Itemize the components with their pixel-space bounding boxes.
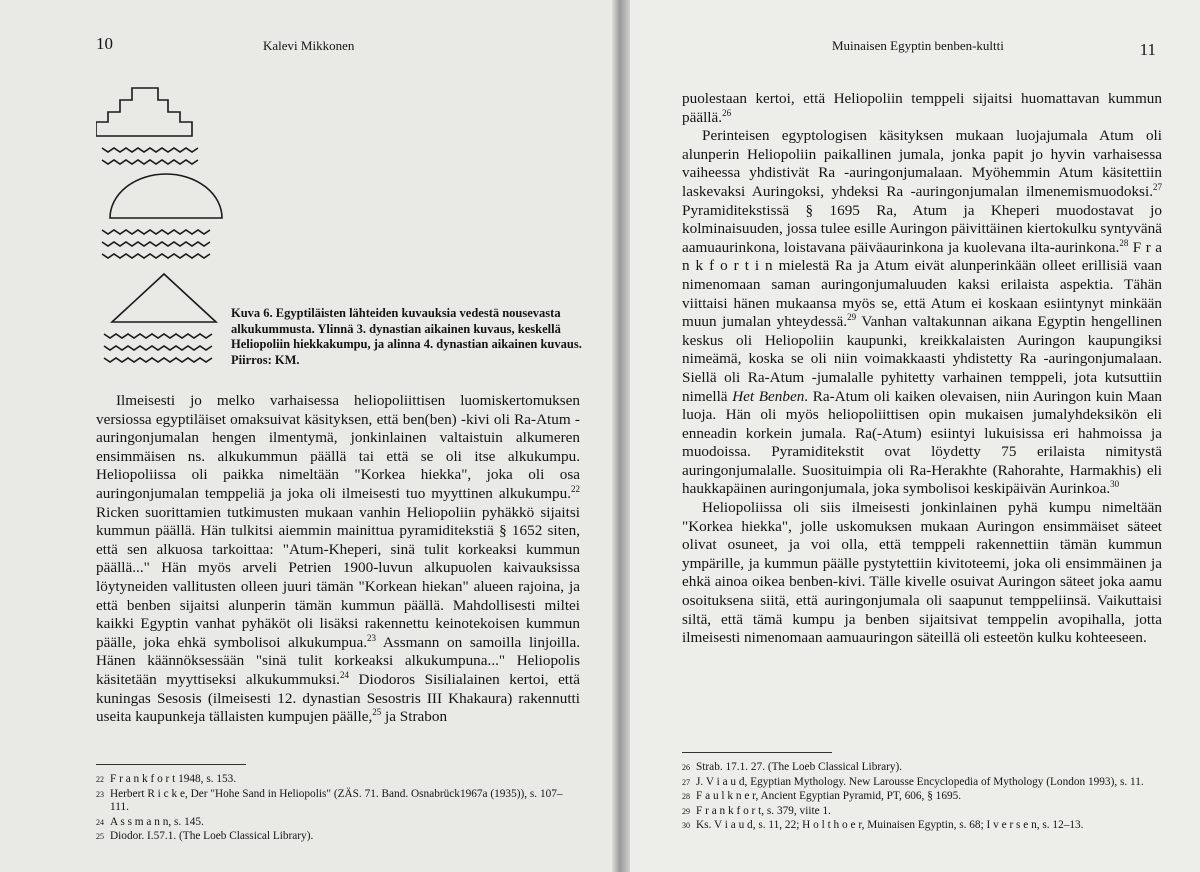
text-run: Vanhan valtakunnan aikana Egyptin hengellinen keskus oli Heliopoliin kaupunki, kreikkalaisten Auringon kaupungiksi nimeämä, koska se oli niin voimakkaasti yhdistetty Ra -auringonjumalaan. Siellä oli Ra-Atum -jumalalle pyhitetty varhainen temppeli, jota kutsuttiin nimellä <box>682 313 1162 405</box>
right-body-text <box>682 90 1162 648</box>
water-wave-icon <box>102 242 210 246</box>
footnote: 27 J. V i a u d, Egyptian Mythology. New Larousse Encyclopedia of Mythology (London 1993), s. 11. <box>682 775 1144 788</box>
running-title: Kalevi Mikkonen <box>263 38 355 53</box>
text-run: . Ra-Atum oli kaiken olevaisen, niin Auringon kuin Maan luoja. Hän oli myös heliopoliittisen opin mukaisen jumalyhdeksikön eli enneadin korkein jumala. Ra(-Atum) esiintyi lukuisissa eri hahmoissa ja muodoissa. Pyramiditekstit ovat löydetty 75 erilaista nimitystä auringonjumalalle. Suosituimpia oli Ra-Herakhte (Rahorahte, Harmakhis) eli haukkapäinen auringonjumala, joka symbolisoi keskipäivän Aurinkoa. <box>682 387 1162 498</box>
right-page <box>620 0 1200 872</box>
right-page-header <box>682 28 1156 78</box>
text-run: Ilmeisesti jo melko varhaisessa heliopoliittisen luomiskertomuksen versiossa egyptiläiset omaksuivat käsityksen, että ben(ben) -kivi oli Ra-Atum -auringonjumalan hengen ilmentymä, jonkinlainen valtaistuin alkumeren ensimmäisen ns. alkukummun päällä tai että se oli itse alkukumpu. Heliopoliissa oli paikka nimeltään "Korkea hiekka", joka oli osa auringonjumalan temppeliä ja joka oli ilmeisesti tuo myyttinen alkukumpu. <box>96 392 580 502</box>
text-run: Assmann on samoilla linjoilla. Hänen käännöksessään "sinä tulit korkeaksi alkukumpuna..." Heliopolis käsitetään myyttiseksi alkukummuksi. <box>96 633 580 688</box>
footnote: 28 F a u l k n e r, Ancient Egyptian Pyramid, PT, 606, § 1695. <box>682 790 962 802</box>
text-run: Pyramiditekstissä § 1695 Ra, Atum ja Kheperi muodostavat jo kolminaisuuden, jossa tulee esille Auringon päivittäinen kiertokulku syntyvänä aamuaurinkona, loistavana päiväaurinkona ja kuolevana ilta-aurinkona. <box>682 201 1163 256</box>
footnote: 25 Diodor. I.57.1. (The Loeb Classical Library). <box>96 830 314 842</box>
text-run: puolestaan kertoi, että Heliopoliin temppeli sijaitsi huomattavan kummun päällä. <box>682 90 1162 126</box>
footnote-divider <box>96 764 246 765</box>
footnote-ref: 22 <box>571 483 580 494</box>
text-run: Diodoros Sisilialainen kertoi, että kuningas Sesosis (ilmeisesti 12. dynastian Sesostris III Khakaura) rakennutti useita kaupunkeja tällaisten kumpujen päälle, <box>96 670 580 726</box>
footnote: 24 A s s m a n n, s. 145. <box>96 815 204 828</box>
page-number: 10 <box>96 34 113 53</box>
triangle-mound-icon <box>112 274 216 322</box>
water-wave-icon <box>102 160 198 164</box>
water-wave-icon <box>104 346 212 350</box>
footnote-divider <box>682 752 832 753</box>
left-page-header <box>96 28 580 78</box>
water-wave-icon <box>104 334 212 338</box>
left-footnotes <box>96 764 581 845</box>
footnote-ref: 23 <box>367 632 377 643</box>
text-run: Ricken suorittamien tutkimusten mukaan vanhin Heliopoliin pyhäkkö sijaitsi kummun päällä. Hän tulkitsi aiemmin mainittua pyramiditekstiä § 1652 siten, että sen alkuosa tarkoittaa: "Atum-Kheperi, sinä tulit korkeaksi kummun päällä..." Hän myös arveli Petrien 1900-luvun alkupuolen kaivauksissa löytyneiden vallitusten olleen juuri tämän "Korkean hiekan" alueen rajoina, ja että benben sijaitsi alunperin tämän kummun päällä. Mahdollisesti miltei kaikki Egyptin vanhat pyhäköt oli lisäksi rakennettu keinotekoisen kummun päälle, joka ehkä symbolisoi alkukumpua. <box>96 503 580 651</box>
water-wave-icon <box>104 358 212 362</box>
right-footnotes <box>682 752 1166 834</box>
page-number: 11 <box>1139 40 1156 59</box>
text-run: ja Strabon <box>381 708 448 726</box>
footnote: 29 F r a n k f o r t, s. 379, viite 1. <box>682 804 831 817</box>
footnote: 22 F r a n k f o r t 1948, s. 153. <box>96 773 237 785</box>
footnote-ref: 29 <box>847 312 857 323</box>
figure-caption: Kuva 6. Egyptiläisten lähteiden kuvauksia vedestä nousevasta alkukummusta. Ylinnä 3. dynastian aikainen kuvaus, keskellä Heliopoliin hiekkakumpu, ja alinna 4. dynastian aikainen kuvaus. Piirros: KM. <box>231 306 582 367</box>
footnote-ref: 24 <box>339 669 349 680</box>
water-wave-icon <box>102 230 210 234</box>
footnote: 26 Strab. 17.1. 27. (The Loeb Classical Library). <box>682 761 903 773</box>
stepped-mound-icon <box>96 88 192 136</box>
running-title: Muinaisen Egyptin benben-kultti <box>832 38 1004 53</box>
temple-name: Het Benben <box>732 387 805 405</box>
footnote-ref: 26 <box>722 107 732 118</box>
left-body-text <box>96 392 580 727</box>
footnote: 23 Herbert R i c k e, Der "Hohe Sand in Heliopolis" (ZÄS. 71. Band. Osnabrück1967a (1935)), s. 107–111. <box>96 787 563 813</box>
footnote: 30 Ks. V i a u d, s. 11, 22; H o l t h o e r, Muinaisen Egyptin, s. 68; I v e r s e n, s. 12–13. <box>682 819 1084 831</box>
footnote-ref: 28 <box>1119 237 1129 248</box>
water-wave-icon <box>102 254 210 258</box>
figure-6 <box>96 78 580 378</box>
water-wave-icon <box>102 148 198 152</box>
footnote-ref: 30 <box>1110 479 1120 490</box>
book-gutter <box>612 0 630 872</box>
text-run: F r a n k f o r t i n mielestä Ra ja Atum eivät alunperinkään olleet erillisiä vaan nimenomaan saman auringonjumaluuden kaksi erilaista aspektia. Tähän viittaisi hänen mukaansa myös se, että Atum ei koskaan esiintynyt minkään muun jumalan yhteydessä. <box>682 238 1162 331</box>
footnote-ref: 25 <box>372 707 382 718</box>
text-run: Heliopoliissa oli siis ilmeisesti jonkinlainen pyhä kumpu nimeltään "Korkea hiekka", jolle uskomuksen mukaan Auringon ensimmäiset säteet olivat osuneet, ja voi olla, että temppeli rakennettiin tämän kummun ympärille, ja kummun päälle pystytettiin kivitoteemi, joka oli ensimmäinen ja ehkä ainoa oikea benben-kivi. Tälle kivelle osuivat Auringon säteet joka aamu osoituksena siitä, että auringonjumala oli saapunut temppeliinsä. Vaikuttaisi siltä, että tämä kumpu ja benben sijaitsivat temppelin avopihalla, jotta ilmeisesti nimenomaan aamuauringon säteillä oli esteetön kulku kohteeseen. <box>682 499 1162 647</box>
text-run: Perinteisen egyptologisen käsityksen mukaan luojajumala Atum oli alunperin Heliopoliin paikallinen jumala, jonka papit jo hyvin varhaisessa vaiheessa yhdistivät Ra -auringonjumalaan. Myöhemmin Atum käsitettiin laskevaksi Auringoksi, yhdeksi Ra -auringonjumalan ilmenemismuodoksi. <box>682 127 1162 200</box>
footnote-ref: 27 <box>1153 181 1162 192</box>
sand-mound-icon <box>110 174 222 218</box>
